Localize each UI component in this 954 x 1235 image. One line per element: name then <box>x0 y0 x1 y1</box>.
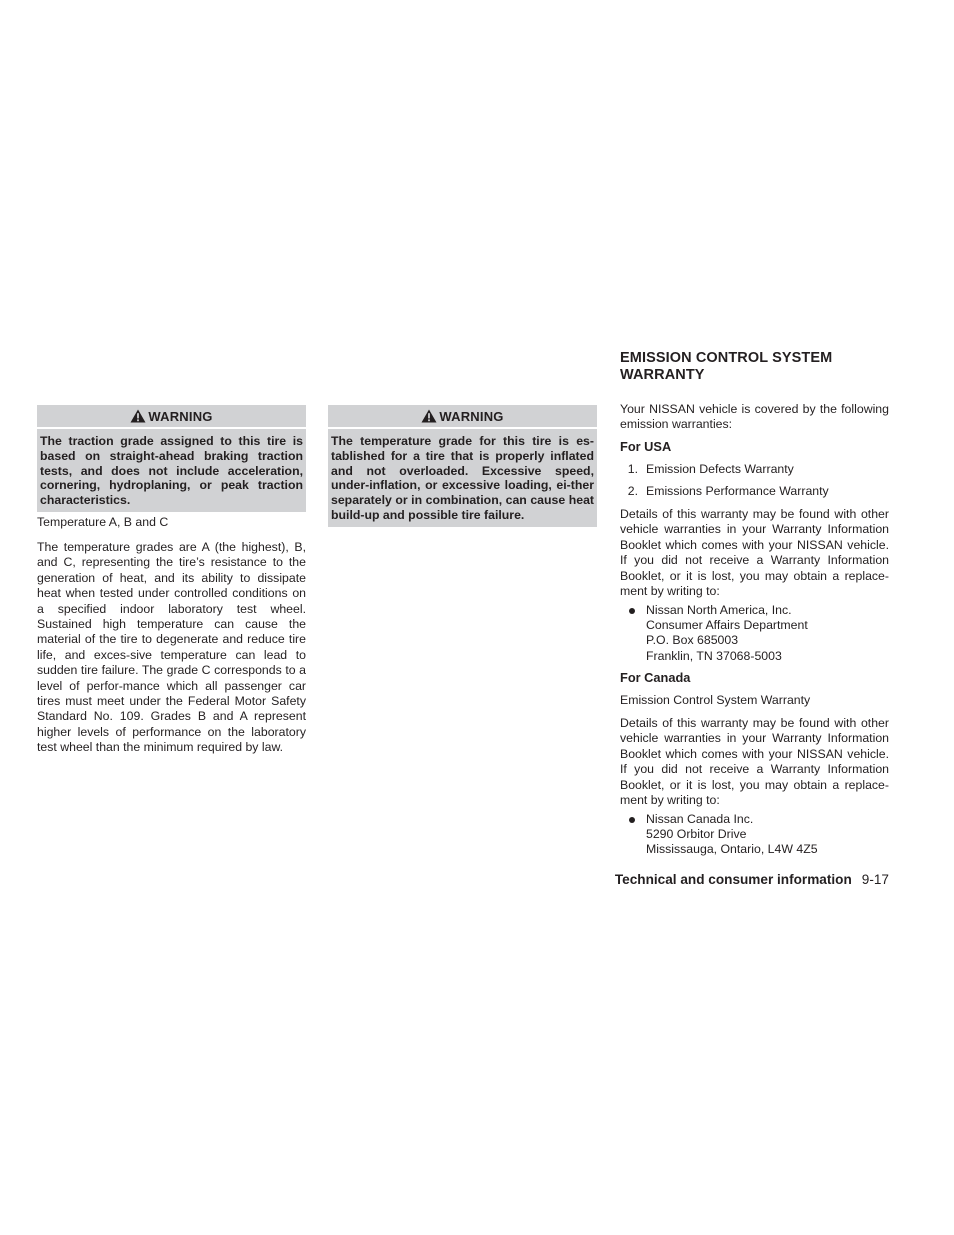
page-number: 9-17 <box>861 872 889 887</box>
list-number: 1. <box>627 462 638 476</box>
canada-address <box>620 812 889 858</box>
temperature-label: Temperature A, B and C <box>37 515 169 529</box>
canada-details-paragraph: Details of this warranty may be found with other vehicle warranties in your Warranty Information Booklet which comes with your NISSAN vehicle. If you did not receive a Warranty Information Booklet, or it is lost, you may obtain a replace-ment by writing to: <box>620 716 889 808</box>
bullet-icon <box>620 812 646 858</box>
address-line: 5290 Orbitor Drive <box>646 827 747 842</box>
address-line: Nissan Canada Inc. <box>646 812 754 826</box>
warning-triangle-icon <box>421 409 437 423</box>
address-line: Franklin, TN 37068-5003 <box>646 648 782 663</box>
bullet-icon <box>620 603 646 664</box>
warning-header <box>328 405 597 429</box>
warning-title: WARNING <box>439 408 504 424</box>
address-line: P.O. Box 685003 <box>646 633 739 648</box>
warning-header <box>37 405 306 429</box>
usa-address <box>620 603 889 664</box>
section-heading: EMISSION CONTROL SYSTEM WARRANTY <box>620 350 833 383</box>
usa-subheading: For USA <box>620 439 672 454</box>
address-line: Mississauga, Ontario, L4W 4Z5 <box>646 842 818 857</box>
address-line: Consumer Affairs Department <box>646 618 808 633</box>
temperature-warning-box <box>328 405 597 527</box>
usa-details-paragraph: Details of this warranty may be found with other vehicle warranties in your Warranty Information Booklet which comes with your NISSAN vehicle. If you did not receive a Warranty Information Booklet, or it is lost, you may obtain a replace-ment by writing to: <box>620 507 889 599</box>
list-text: Emission Defects Warranty <box>646 462 794 476</box>
canada-subtitle: Emission Control System Warranty <box>620 693 811 707</box>
address-line: Nissan North America, Inc. <box>646 603 792 617</box>
traction-warning-box <box>37 405 306 512</box>
list-text: Emissions Performance Warranty <box>646 484 829 498</box>
list-item <box>620 462 794 477</box>
warning-text: The traction grade assigned to this tire is based on straight-ahead braking traction tests, and does not include acceleration, cornering, hydroplaning, or peak traction characteristics. <box>40 434 303 508</box>
canada-subheading: For Canada <box>620 670 691 685</box>
warning-title: WARNING <box>148 408 213 424</box>
intro-paragraph: Your NISSAN vehicle is covered by the following emission warranties: <box>620 402 889 432</box>
page-footer <box>615 872 889 887</box>
list-number: 2. <box>627 484 638 498</box>
temperature-paragraph: The temperature grades are A (the highest), B, and C, representing the tire’s resistance to the generation of heat, and its ability to dissipate heat when tested under controlled conditions on a specified indoor laboratory test wheel. Sustained high temperature can cause the material of the tire to degenerate and reduce tire life, and exces-sive temperature can lead to sudden tire failure. The grade C corresponds to a level of perfor-mance which all passenger car tires must meet under the Federal Motor Safety Standard No. 109. Grades B and A represent higher levels of performance on the laboratory test wheel than the minimum required by law. <box>37 540 306 755</box>
warning-triangle-icon <box>130 409 146 423</box>
footer-section-title: Technical and consumer information <box>614 872 852 887</box>
list-item <box>620 484 829 499</box>
warning-text: The temperature grade for this tire is es-tablished for a tire that is properly inflated and not overloaded. Excessive speed, under-inflation, or excessive loading, ei-ther separately or in combination, can cause heat build-up and possible tire failure. <box>331 434 594 522</box>
